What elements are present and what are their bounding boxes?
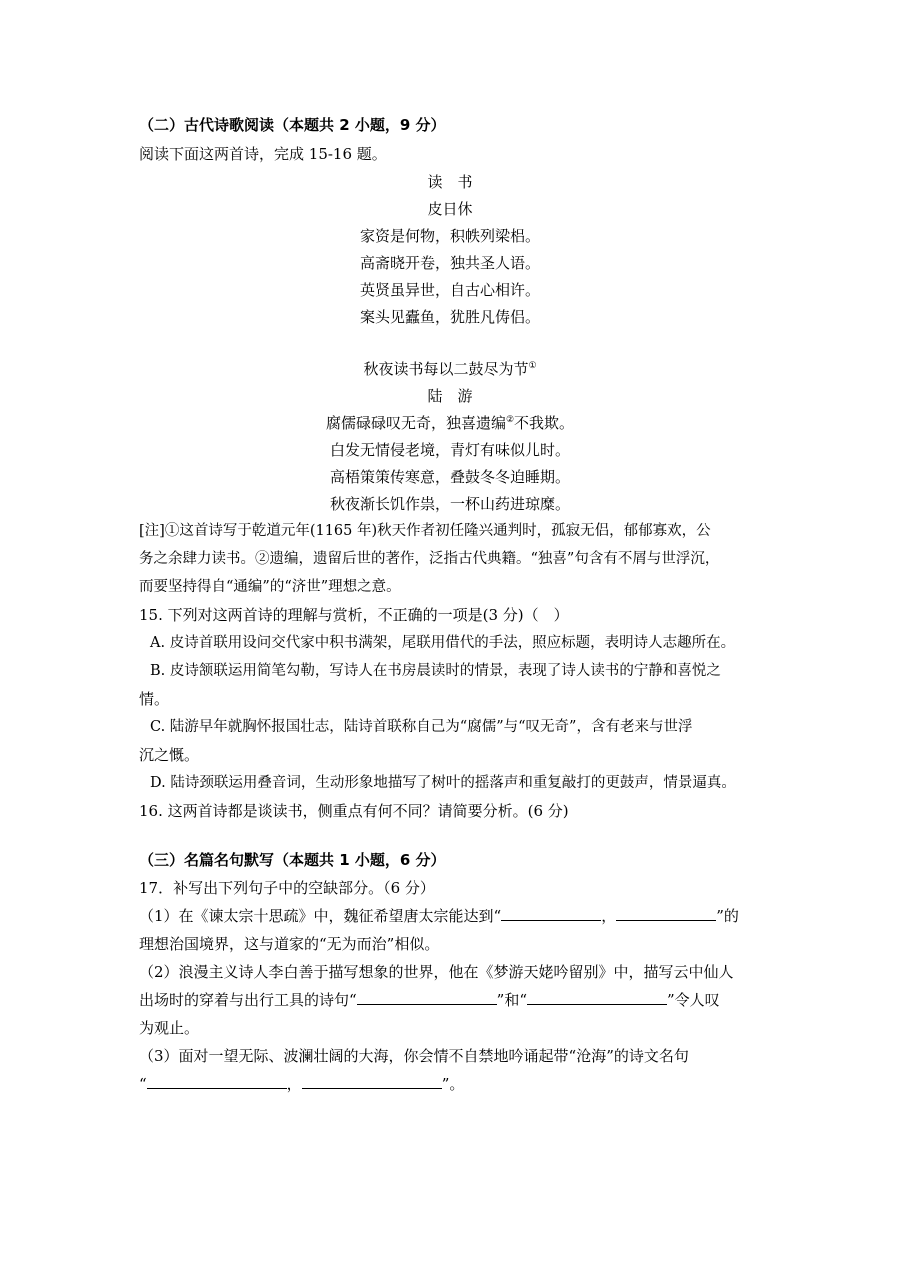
answer-blank[interactable] — [527, 990, 667, 1005]
answer-blank[interactable] — [616, 906, 716, 921]
poem1-line: 高斋晓开卷，独共圣人语。 — [359, 254, 540, 272]
section-heading-recitation: （三）名篇名句默写（本题共 1 小题，6 分） — [139, 851, 446, 869]
q17-separator: ， — [286, 1075, 302, 1093]
poem2-line-text: 不我欺。 — [514, 414, 575, 432]
option-b-cont: 情。 — [139, 690, 170, 708]
answer-blank[interactable] — [302, 1074, 442, 1089]
poem2-line — [0, 413, 900, 433]
section-heading-poetry: （二）古代诗歌阅读（本题共 2 小题，9 分） — [139, 116, 446, 134]
poem2-title — [0, 359, 900, 379]
q17-part3-text: ”。 — [441, 1075, 465, 1093]
q17-part2-cont — [139, 990, 720, 1010]
question-16-stem: 16. 这两首诗都是谈读书，侧重点有何不同？请简要分析。(6 分) — [139, 802, 569, 820]
q17-part1 — [139, 906, 739, 926]
q17-part2: （2）浪漫主义诗人李白善于描写想象的世界，他在《梦游天姥吟留别》中，描写云中仙人 — [139, 963, 734, 981]
q17-part2-text: 出场时的穿着与出行工具的诗句“ — [139, 991, 357, 1009]
note-line: 务之余肆力读书。②遗编，遗留后世的著作，泛指古代典籍。“独喜”句含有不屑与世浮沉， — [139, 551, 720, 567]
q17-part1-cont: 理想治国境界，这与道家的“无为而治”相似。 — [139, 935, 440, 953]
option-b: B. 皮诗颔联运用简笔勾勒，写诗人在书房晨读时的情景，表现了诗人读书的宁静和喜悦之 — [150, 663, 721, 679]
option-d: D. 陆诗颈联运用叠音词，生动形象地描写了树叶的摇落声和重复敲打的更鼓声，情景逼真。 — [150, 775, 736, 791]
q17-part2-text: ”令人叹 — [667, 991, 720, 1009]
option-c-cont: 沉之慨。 — [139, 746, 200, 764]
answer-blank[interactable] — [357, 990, 497, 1005]
note-line: 而要坚持得自“通编”的“济世”理想之意。 — [139, 579, 401, 595]
poem2-author: 陆 游 — [427, 387, 473, 405]
poem1-author: 皮日休 — [427, 200, 473, 218]
poem1-line: 案头见蠹鱼，犹胜凡俦侣。 — [359, 308, 540, 326]
option-a: A. 皮诗首联用设问交代家中积书满架，尾联用借代的手法，照应标题，表明诗人志趣所在。 — [150, 635, 736, 651]
option-c: C. 陆游早年就胸怀报国壮志，陆诗首联称自己为“腐儒”与“叹无奇”，含有老来与世浮 — [150, 719, 693, 735]
q17-part2-cont: 为观止。 — [139, 1019, 200, 1037]
q17-part1-text: ”的 — [716, 907, 739, 925]
q17-part2-text: ”和“ — [496, 991, 528, 1009]
q17-part3-text: “ — [139, 1075, 147, 1093]
answer-blank[interactable] — [147, 1074, 287, 1089]
footnote-mark-2: ② — [505, 415, 515, 425]
question-15-stem: 15. 下列对这两首诗的理解与赏析，不正确的一项是(3 分)（ ） — [139, 606, 569, 624]
q17-part3-cont — [139, 1074, 464, 1094]
poem2-line-text: 腐儒碌碌叹无奇，独喜遗编 — [325, 414, 506, 432]
q17-separator: ， — [601, 907, 617, 925]
section-intro: 阅读下面这两首诗，完成 15-16 题。 — [139, 145, 387, 163]
question-17-stem: 17．补写出下列句子中的空缺部分。（6 分） — [139, 879, 435, 897]
answer-blank[interactable] — [501, 906, 601, 921]
footnote-mark-1: ① — [528, 361, 537, 371]
q17-part3: （3）面对一望无际、波澜壮阔的大海，你会情不自禁地吟诵起带“沧海”的诗文名句 — [139, 1047, 689, 1065]
poem1-line: 英贤虽异世，自古心相许。 — [359, 281, 540, 299]
poem2-line: 秋夜渐长饥作祟，一杯山药进琼糜。 — [329, 495, 570, 513]
poem1-line: 家资是何物，积帙列梁梠。 — [359, 227, 540, 245]
poem2-title-text: 秋夜读书每以二鼓尽为节 — [363, 360, 529, 378]
poem2-line: 白发无情侵老境，青灯有味似儿时。 — [329, 441, 570, 459]
note-line: [注]①这首诗写于乾道元年(1165 年)秋天作者初任隆兴通判时，孤寂无侣，郁郁寡欢，公 — [139, 523, 711, 539]
poem2-line: 高梧策策传寒意，叠鼓冬冬迫睡期。 — [329, 468, 570, 486]
q17-part1-text: （1）在《谏太宗十思疏》中，魏征希望唐太宗能达到“ — [139, 907, 502, 925]
poem1-title: 读 书 — [427, 173, 473, 191]
